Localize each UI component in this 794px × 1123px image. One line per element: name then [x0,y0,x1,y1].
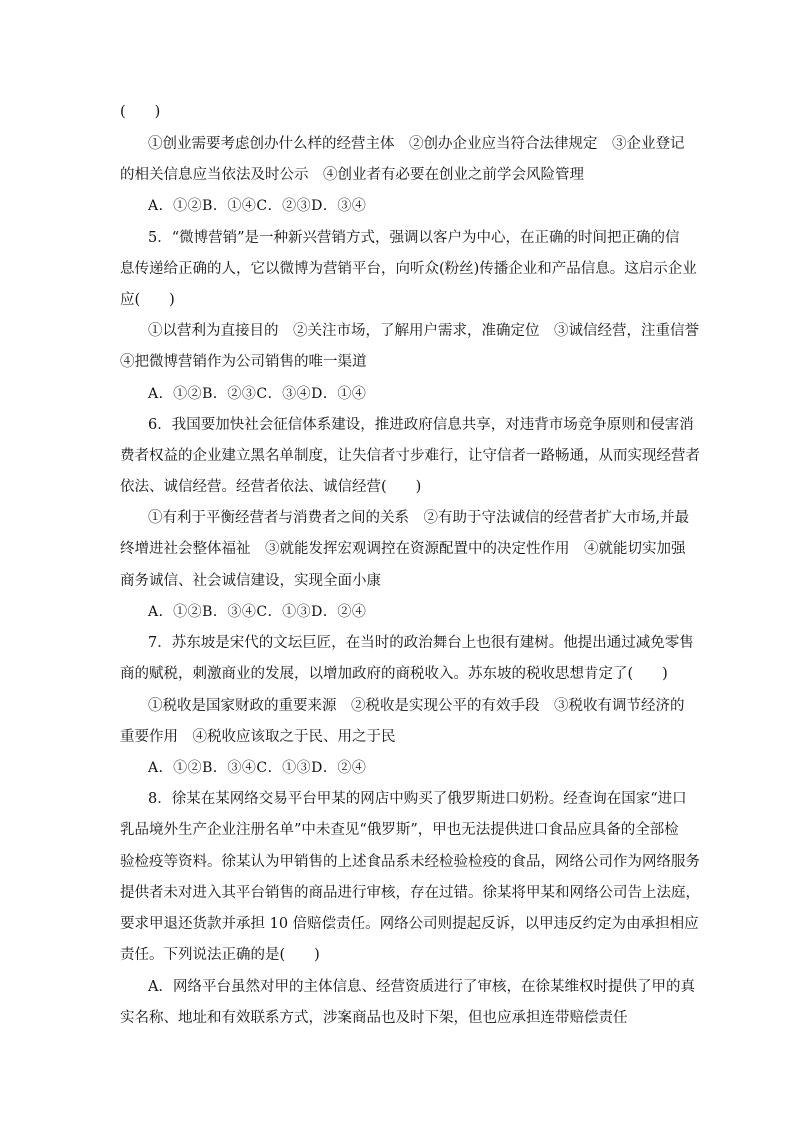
q6-stem-line1: 6．我国要加快社会征信体系建设，推进政府信息共享，对违背市场竞争原则和侵害消 [148,417,694,433]
q7-options: A．①②B．③④C．①③D．②④ [148,760,367,776]
q6-stem-line3: 依法、诚信经营。经营者依法、诚信经营( ) [120,479,422,495]
q8-stem-line3: 验检疫等资料。徐某认为甲销售的上述食品系未经检验检疫的食品，网络公司作为网络服务 [120,854,700,870]
q5-stem-line1: 5．“微博营销”是一种新兴营销方式，强调以客户为中心，在正确的时间把正确的信 [148,230,680,246]
q6-statements-line3: 商务诚信、社会诚信建设，实现全面小康 [120,573,381,589]
q6-statements-line1: ①有利于平衡经营者与消费者之间的关系 ②有助于守法诚信的经营者扩大市场,并最 [148,510,690,526]
q8-option-a-line1: A．网络平台虽然对甲的主体信息、经营资质进行了审核，在徐某维权时提供了甲的真 [148,979,695,995]
q5-stem-line2: 息传递给正确的人，它以微博为营销平台，向听众(粉丝)传播企业和产品信息。这启示企业 [120,261,697,277]
q6-options: A．①②B．③④C．①③D．②④ [148,604,367,620]
q4-options: A．①②B．①④C．②③D．③④ [148,198,367,214]
q6-statements-line2: 终增进社会整体福祉 ③就能发挥宏观调控在资源配置中的决定性作用 ④就能切实加强 [120,541,686,557]
q5-options: A．①②B．②③C．③④D．①④ [148,386,367,402]
q8-stem-line6: 责任。下列说法正确的是( ) [120,947,320,963]
q8-option-a-line2: 实名称、地址和有效联系方式，涉案商品也及时下架，但也应承担连带赔偿责任 [120,1010,628,1026]
q4-statements-line2: 的相关信息应当依法及时公示 ④创业者有必要在创业之前学会风险管理 [120,167,584,183]
q4-statements-line1: ①创业需要考虑创办什么样的经营主体 ②创办企业应当符合法律规定 ③企业登记 [148,136,685,152]
q5-stem-line3: 应( ) [120,292,175,308]
q6-stem-line2: 费者权益的企业建立黑名单制度，让失信者寸步难行，让守信者一路畅通，从而实现经营者 [120,448,700,464]
q8-stem-line2: 乳品境外生产企业注册名单”中未查见“俄罗斯”，甲也无法提供进口食品应具备的全部检 [120,822,679,838]
q7-stem-line2: 商的赋税，刺激商业的发展，以增加政府的商税收入。苏东坡的税收思想肯定了( ) [120,666,668,682]
q7-statements-line2: 重要作用 ④税收应该取之于民、用之于民 [120,729,396,745]
q5-statements-line2: ④把微博营销作为公司销售的唯一渠道 [120,354,367,370]
q8-stem-line1: 8．徐某在某网络交易平台甲某的网店中购买了俄罗斯进口奶粉。经查询在国家“进口 [148,791,687,807]
q7-statements-line1: ①税收是国家财政的重要来源 ②税收是实现公平的有效手段 ③税收有调节经济的 [148,698,685,714]
q7-stem-line1: 7．苏东坡是宋代的文坛巨匠，在当时的政治舞台上也很有建树。他提出通过减免零售 [148,635,694,651]
q8-stem-line4: 提供者未对进入其平台销售的商品进行审核，存在过错。徐某将甲某和网络公司告上法庭， [120,885,700,901]
q5-statements-line1: ①以营利为直接目的 ②关注市场，了解用户需求，准确定位 ③诚信经营，注重信誉 [148,323,699,339]
q8-stem-line5: 要求甲退还货款并承担 10 倍赔偿责任。网络公司则提起反诉，以甲违反约定为由承担相应 [120,916,699,932]
q4-answer-bracket: ( ) [120,104,161,120]
